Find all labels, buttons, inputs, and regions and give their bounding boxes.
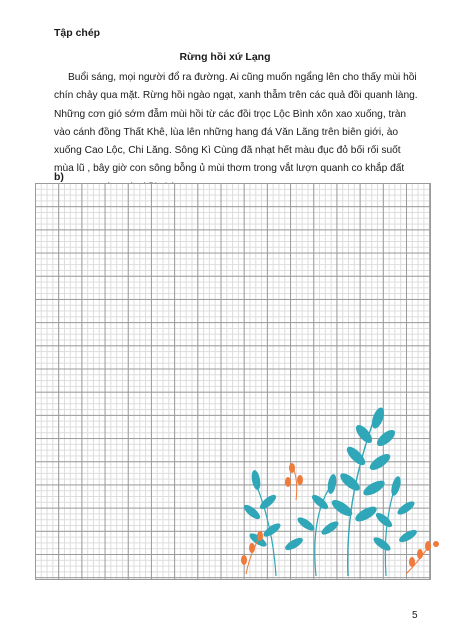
leafy-plant-illustration-icon [236, 404, 440, 578]
passage-text: Buổi sáng, mọi người đổ ra đường. Ai cũng muốn ngẩng lên cho thấy mùi hồi chín chảy qua mặt. Rừng hồi ngào ngạt, xanh thẫm trên các quả đồi quanh làng. Những cơn gió sớm đẫm mùi hồi từ các đồi trọc Lộc Bình xôn xao xuống, tràn vào cánh đồng Thất Khê, lùa lên những hang đá Văn Lãng trên biên giới, ào xuống Cao Lộc, Chi Lăng. Sông Kì Cùng đã nhạt hết màu đục đỏ bối rối suốt mùa lũ , bây giờ con sông bỗng ủ mùi thơm trong vắt lượn quanh co khắp đất [54, 72, 418, 175]
section-label: b) [54, 171, 64, 183]
heading: Tập chép [54, 27, 101, 39]
passage-title: Rừng hồi xứ Lạng [179, 51, 271, 63]
page-number: 5 [412, 610, 418, 621]
